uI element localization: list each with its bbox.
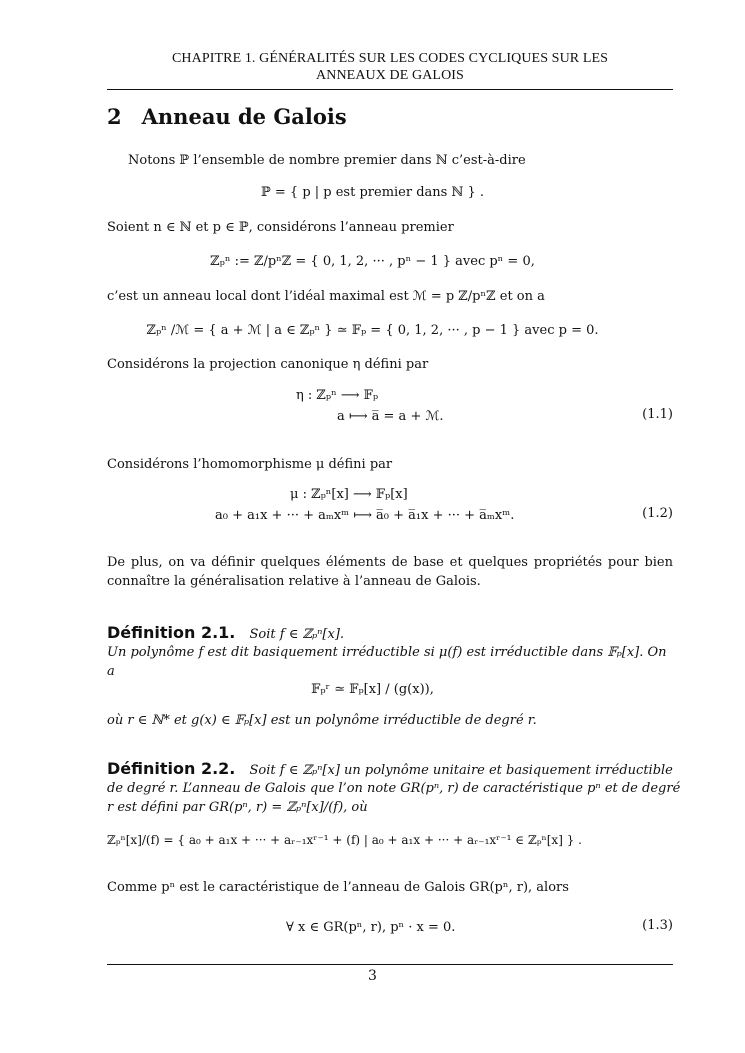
- page-number: 3: [368, 968, 377, 984]
- equation-Zpn: ℤₚⁿ := ℤ/pⁿℤ = { 0, 1, 2, ··· , pⁿ − 1 } avec pⁿ = 0,: [210, 254, 535, 269]
- definition-2-1-text1: Soit f ∈ ℤₚⁿ[x].: [249, 627, 345, 642]
- paragraph-projection: Considérons la projection canonique η défini par: [107, 357, 429, 372]
- definition-2-1-equation: 𝔽ₚʳ ≃ 𝔽ₚ[x] / (g(x)),: [311, 682, 434, 697]
- equation-number-1-1: (1.1): [642, 407, 673, 422]
- running-head: [107, 50, 673, 84]
- definition-2-2-text3: r est défini par GR(pⁿ, r) = ℤₚⁿ[x]/(f), où: [107, 800, 368, 815]
- equation-1-2-line1: μ : ℤₚⁿ[x] ⟶ 𝔽ₚ[x]: [290, 487, 408, 502]
- section-heading: [107, 104, 347, 129]
- definition-2-2-text1: Soit f ∈ ℤₚⁿ[x] un polynôme unitaire et basiquement irréductible: [249, 763, 673, 778]
- definition-2-2-text2: de degré r. L’anneau de Galois que l’on note GR(pⁿ, r) de caractéristique pⁿ et de degré: [107, 781, 681, 796]
- paragraph-homomorphisme: Considérons l’homomorphisme μ défini par: [107, 457, 393, 472]
- paragraph-de-plus: De plus, on va définir quelques éléments de base et quelques propriétés pour bien connaître la généralisation relative à l’anneau de Galois.: [107, 555, 673, 589]
- running-head-line1: CHAPITRE 1. GÉNÉRALITÉS SUR LES CODES CYCLIQUES SUR LES: [171, 51, 609, 66]
- equation-number-1-2: (1.2): [642, 506, 673, 521]
- definition-2-2-label: Définition 2.2.: [107, 759, 236, 778]
- footer-rule: [107, 964, 673, 965]
- definition-2-2-equation: ℤₚⁿ[x]/(f) = { a₀ + a₁x + ··· + aᵣ₋₁xʳ⁻¹ + (f) | a₀ + a₁x + ··· + aᵣ₋₁xʳ⁻¹ ∈ ℤₚⁿ[x] } .: [107, 833, 582, 847]
- definition-2-1-text2: Un polynôme f est dit basiquement irréductible si μ(f) est irréductible dans 𝔽ₚ[x]. On: [107, 645, 667, 660]
- equation-1-3: ∀ x ∈ GR(pⁿ, r), pⁿ · x = 0.: [286, 920, 456, 935]
- header-rule: [107, 89, 673, 90]
- equation-P: ℙ = { p | p est premier dans ℕ } .: [260, 185, 485, 200]
- definition-2-1-text4: où r ∈ ℕ* et g(x) ∈ 𝔽ₚ[x] est un polynôme irréductible de degré r.: [107, 713, 537, 728]
- paragraph-comme: Comme pⁿ est le caractéristique de l’anneau de Galois GR(pⁿ, r), alors: [107, 880, 569, 895]
- definition-2-1-text3: a: [107, 664, 115, 679]
- paragraph-notons: Notons ℙ l’ensemble de nombre premier dans ℕ c’est-à-dire: [128, 153, 526, 168]
- paragraph-anneau-local: c’est un anneau local dont l’idéal maximal est ℳ = p ℤ/pⁿℤ et on a: [107, 289, 545, 304]
- definition-2-1-first-line: [107, 623, 344, 644]
- paragraph-soient: Soient n ∈ ℕ et p ∈ ℙ, considérons l’anneau premier: [107, 220, 454, 235]
- equation-1-1-line2: a ⟼ a̅ = a + ℳ.: [337, 409, 444, 424]
- equation-quotient: ℤₚⁿ /ℳ = { a + ℳ | a ∈ ℤₚⁿ } ≃ 𝔽ₚ = { 0, 1, 2, ··· , p − 1 } avec p = 0.: [146, 323, 599, 338]
- definition-2-1-label: Définition 2.1.: [107, 623, 236, 642]
- running-head-line2: ANNEAUX DE GALOIS: [316, 68, 464, 83]
- section-number: 2: [107, 104, 122, 129]
- definition-2-2-first-line: [107, 759, 673, 780]
- equation-1-1-line1: η : ℤₚⁿ ⟶ 𝔽ₚ: [296, 388, 379, 403]
- equation-number-1-3: (1.3): [642, 918, 673, 933]
- equation-1-2-line2: a₀ + a₁x + ··· + aₘxᵐ ⟼ a̅₀ + a̅₁x + ··· + a̅ₘxᵐ.: [215, 508, 515, 523]
- section-title: Anneau de Galois: [141, 104, 347, 129]
